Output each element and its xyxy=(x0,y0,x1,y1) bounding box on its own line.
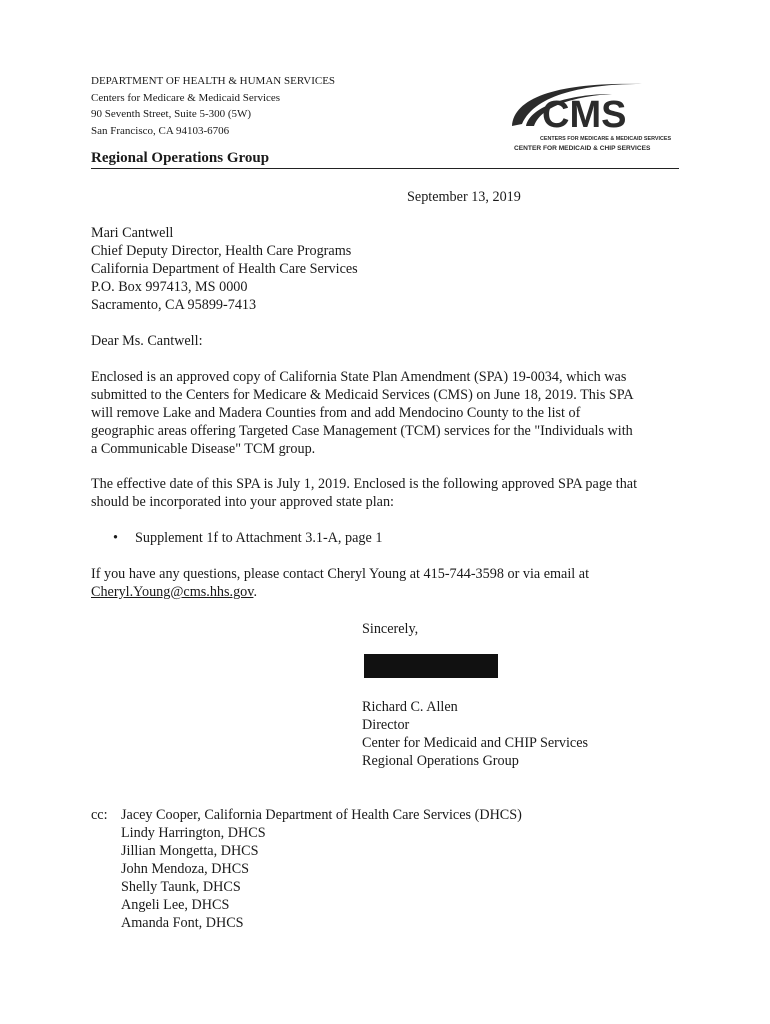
cc-list xyxy=(91,806,522,932)
logo-tagline-2: CENTER FOR MEDICAID & CHIP SERVICES xyxy=(514,145,651,152)
agency-line: 90 Seventh Street, Suite 5-300 (5W) xyxy=(91,108,252,120)
cc-recipient: Shelly Taunk, DHCS xyxy=(121,879,241,895)
signer-line: Center for Medicaid and CHIP Services xyxy=(362,735,589,751)
letter-date: September 13, 2019 xyxy=(407,189,521,205)
logo-wordmark: CMS xyxy=(542,94,627,136)
agency-line: San Francisco, CA 94103-6706 xyxy=(91,124,230,137)
enclosure-item-text: Supplement 1f to Attachment 3.1-A, page 1 xyxy=(135,530,383,546)
recipient-address xyxy=(91,224,358,314)
cc-recipient: John Mendoza, DHCS xyxy=(121,861,250,877)
recipient-line: Chief Deputy Director, Health Care Programs xyxy=(91,243,352,259)
cc-recipient: Amanda Font, DHCS xyxy=(121,915,244,931)
paragraph-enclosure xyxy=(91,368,691,458)
paragraph-contact xyxy=(91,565,691,601)
contact-email-link[interactable]: Cheryl.Young@cms.hhs.gov xyxy=(91,584,254,600)
cc-recipient: Angeli Lee, DHCS xyxy=(121,897,230,913)
recipient-line: P.O. Box 997413, MS 0000 xyxy=(91,279,248,295)
logo-tagline-1: CENTERS FOR MEDICARE & MEDICAID SERVICES xyxy=(540,136,672,142)
signer-line: Director xyxy=(362,717,410,733)
cc-recipient: Lindy Harrington, DHCS xyxy=(121,825,266,841)
recipient-line: California Department of Health Care Services xyxy=(91,261,358,277)
paragraph-line: If you have any questions, please contact Cheryl Young at 415-744-3598 or via email at xyxy=(91,566,590,582)
closing: Sincerely, xyxy=(362,621,419,637)
group-title: Regional Operations Group xyxy=(91,150,679,169)
signer-line: Richard C. Allen xyxy=(362,699,458,715)
paragraph-line: Enclosed is an approved copy of California State Plan Amendment (SPA) 19-0034, which was xyxy=(91,369,627,385)
sentence-period: . xyxy=(253,584,257,600)
cc-recipient: Jillian Mongetta, DHCS xyxy=(121,843,259,859)
paragraph-line: submitted to the Centers for Medicare & Medicaid Services (CMS) on June 18, 2019. This SPA xyxy=(91,387,634,403)
paragraph-line: The effective date of this SPA is July 1, 2019. Enclosed is the following approved SPA page that xyxy=(91,476,638,492)
agency-address xyxy=(91,73,335,139)
bullet-icon: • xyxy=(113,530,118,546)
agency-line: DEPARTMENT OF HEALTH & HUMAN SERVICES xyxy=(91,75,336,87)
signer-block xyxy=(362,698,588,770)
paragraph-line: a Communicable Disease" TCM group. xyxy=(91,441,316,457)
agency-line: Centers for Medicare & Medicaid Services xyxy=(91,91,281,104)
paragraph-line: should be incorporated into your approved state plan: xyxy=(91,494,394,510)
recipient-line: Mari Cantwell xyxy=(91,225,174,241)
paragraph-effective-date xyxy=(91,475,691,511)
cc-label: cc: xyxy=(91,807,108,823)
cc-first-line xyxy=(91,806,522,824)
cms-logo xyxy=(492,78,682,156)
recipient-line: Sacramento, CA 95899-7413 xyxy=(91,297,257,313)
salutation: Dear Ms. Cantwell: xyxy=(91,333,203,349)
signer-line: Regional Operations Group xyxy=(362,753,519,769)
paragraph-line xyxy=(91,583,691,601)
paragraph-line: will remove Lake and Madera Counties from and add Mendocino County to the list of xyxy=(91,405,581,421)
paragraph-line: geographic areas offering Targeted Case Management (TCM) services for the "Individuals with xyxy=(91,423,633,439)
cc-recipient: Jacey Cooper, California Department of Health Care Services (DHCS) xyxy=(121,807,522,823)
enclosure-list-item xyxy=(113,529,382,547)
signature-redaction xyxy=(364,654,498,678)
